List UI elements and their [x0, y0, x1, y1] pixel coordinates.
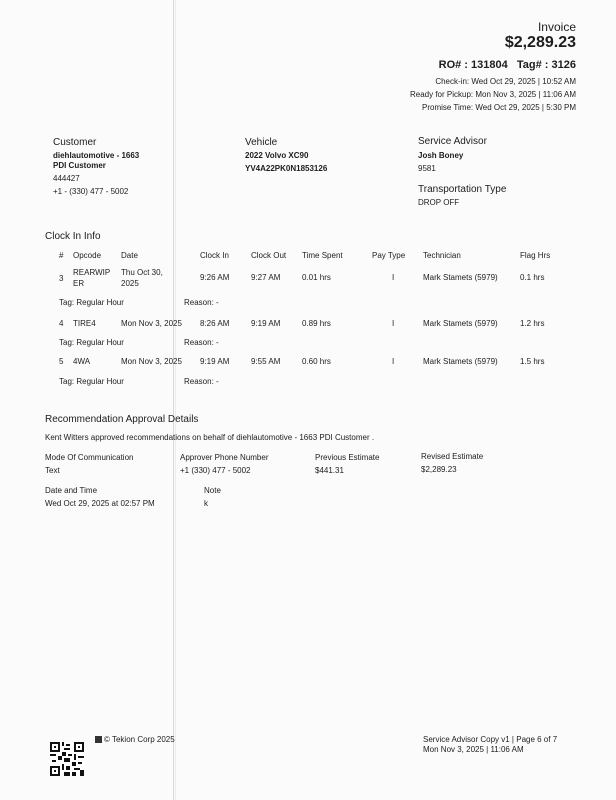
row-reason: Reason: -: [184, 338, 219, 347]
advisor-name: Josh Boney: [418, 151, 464, 160]
advisor-id: 9581: [418, 164, 436, 173]
promise-time: Promise Time: Wed Oct 29, 2025 | 5:30 PM: [422, 103, 576, 112]
col-header-number: #: [59, 251, 64, 260]
row-reason: Reason: -: [184, 377, 219, 386]
row-date: Mon Nov 3, 2025: [121, 357, 182, 366]
revised-estimate-label: Revised Estimate: [421, 452, 484, 461]
row-pay-type: I: [392, 319, 395, 328]
invoice-title: Invoice: [537, 20, 576, 34]
col-header-clock-out: Clock Out: [251, 251, 287, 260]
col-header-time-spent: Time Spent: [302, 251, 343, 260]
vehicle-model: 2022 Volvo XC90: [245, 151, 309, 160]
customer-phone: +1 - (330) 477 - 5002: [53, 187, 129, 196]
transportation-type-title: Transportation Type: [418, 184, 507, 195]
row-date-wrap: 2025: [121, 279, 139, 288]
approver-phone-value: +1 (330) 477 - 5002: [180, 466, 251, 475]
row-clock-out: 9:55 AM: [251, 357, 281, 366]
copy-info: Service Advisor Copy v1 | Page 6 of 7: [423, 735, 558, 744]
row-opcode: TIRE4: [73, 319, 96, 328]
vehicle-title: Vehicle: [245, 137, 278, 148]
note-value: k: [204, 499, 208, 508]
ro-tag-number: RO# : 131804 Tag# : 3126: [438, 59, 576, 71]
row-time-spent: 0.89 hrs: [302, 319, 331, 328]
check-in-time: Check-in: Wed Oct 29, 2025 | 10:52 AM: [435, 77, 576, 86]
mode-of-communication-label: Mode Of Communication: [45, 453, 134, 462]
page-fold-line: [173, 0, 174, 800]
row-tag: Tag: Regular Hour: [59, 298, 124, 307]
row-technician: Mark Stamets (5979): [423, 319, 498, 328]
row-clock-in: 9:26 AM: [200, 273, 230, 282]
date-and-time-label: Date and Time: [45, 486, 98, 495]
row-number: 3: [59, 274, 64, 283]
row-flag-hrs: 0.1 hrs: [520, 273, 545, 282]
col-header-date: Date: [121, 251, 138, 260]
date-and-time-value: Wed Oct 29, 2025 at 02:57 PM: [45, 499, 155, 508]
mode-of-communication-value: Text: [45, 466, 60, 475]
row-flag-hrs: 1.5 hrs: [520, 357, 545, 366]
col-header-pay-type: Pay Type: [372, 251, 406, 260]
page-fold-shadow: [175, 0, 176, 800]
copyright-text: © Tekion Corp 2025: [104, 735, 175, 744]
row-opcode-wrap: ER: [73, 279, 85, 288]
customer-name: diehlautomotive - 1663: [53, 151, 140, 160]
row-opcode: 4WA: [73, 357, 91, 366]
row-reason: Reason: -: [184, 298, 219, 307]
row-clock-in: 8:26 AM: [200, 319, 230, 328]
col-header-flag-hrs: Flag Hrs: [520, 251, 551, 260]
row-pay-type: I: [392, 357, 395, 366]
row-technician: Mark Stamets (5979): [423, 273, 498, 282]
row-pay-type: I: [392, 273, 395, 282]
row-opcode: REARWIP: [73, 268, 111, 277]
row-date: Thu Oct 30,: [121, 268, 163, 277]
customer-id: 444427: [53, 174, 80, 183]
row-date: Mon Nov 3, 2025: [121, 319, 182, 328]
tekion-logo-icon: [95, 736, 102, 743]
revised-estimate-value: $2,289.23: [421, 465, 457, 474]
row-clock-in: 9:19 AM: [200, 357, 230, 366]
row-tag: Tag: Regular Hour: [59, 338, 124, 347]
row-tag: Tag: Regular Hour: [59, 377, 124, 386]
footer-timestamp: Mon Nov 3, 2025 | 11:06 AM: [423, 745, 524, 754]
col-header-clock-in: Clock In: [200, 251, 229, 260]
row-time-spent: 0.60 hrs: [302, 357, 331, 366]
recommendation-statement: Kent Witters approved recommendations on behalf of diehlautomotive - 1663 PDI Customer .: [45, 433, 375, 442]
ready-for-pickup-time: Ready for Pickup: Mon Nov 3, 2025 | 11:06 AM: [409, 90, 576, 99]
copyright-line: [95, 735, 175, 745]
row-number: 5: [59, 357, 64, 366]
previous-estimate-value: $441.31: [315, 466, 344, 475]
note-label: Note: [204, 486, 221, 495]
invoice-amount: $2,289.23: [504, 34, 576, 51]
transportation-type-value: DROP OFF: [418, 198, 460, 207]
clock-in-info-title: Clock In Info: [45, 231, 101, 242]
approver-phone-label: Approver Phone Number: [180, 453, 269, 462]
row-clock-out: 9:19 AM: [251, 319, 281, 328]
customer-title: Customer: [53, 137, 97, 148]
previous-estimate-label: Previous Estimate: [315, 453, 380, 462]
row-flag-hrs: 1.2 hrs: [520, 319, 545, 328]
customer-type: PDI Customer: [53, 161, 106, 170]
row-time-spent: 0.01 hrs: [302, 273, 331, 282]
recommendation-title: Recommendation Approval Details: [45, 414, 199, 425]
row-clock-out: 9:27 AM: [251, 273, 281, 282]
row-technician: Mark Stamets (5979): [423, 357, 498, 366]
col-header-opcode: Opcode: [73, 251, 102, 260]
qr-code-icon: [50, 742, 84, 776]
service-advisor-title: Service Advisor: [418, 136, 487, 147]
row-number: 4: [59, 319, 64, 328]
vehicle-vin: YV4A22PK0N1853126: [245, 164, 328, 173]
col-header-technician: Technician: [423, 251, 461, 260]
